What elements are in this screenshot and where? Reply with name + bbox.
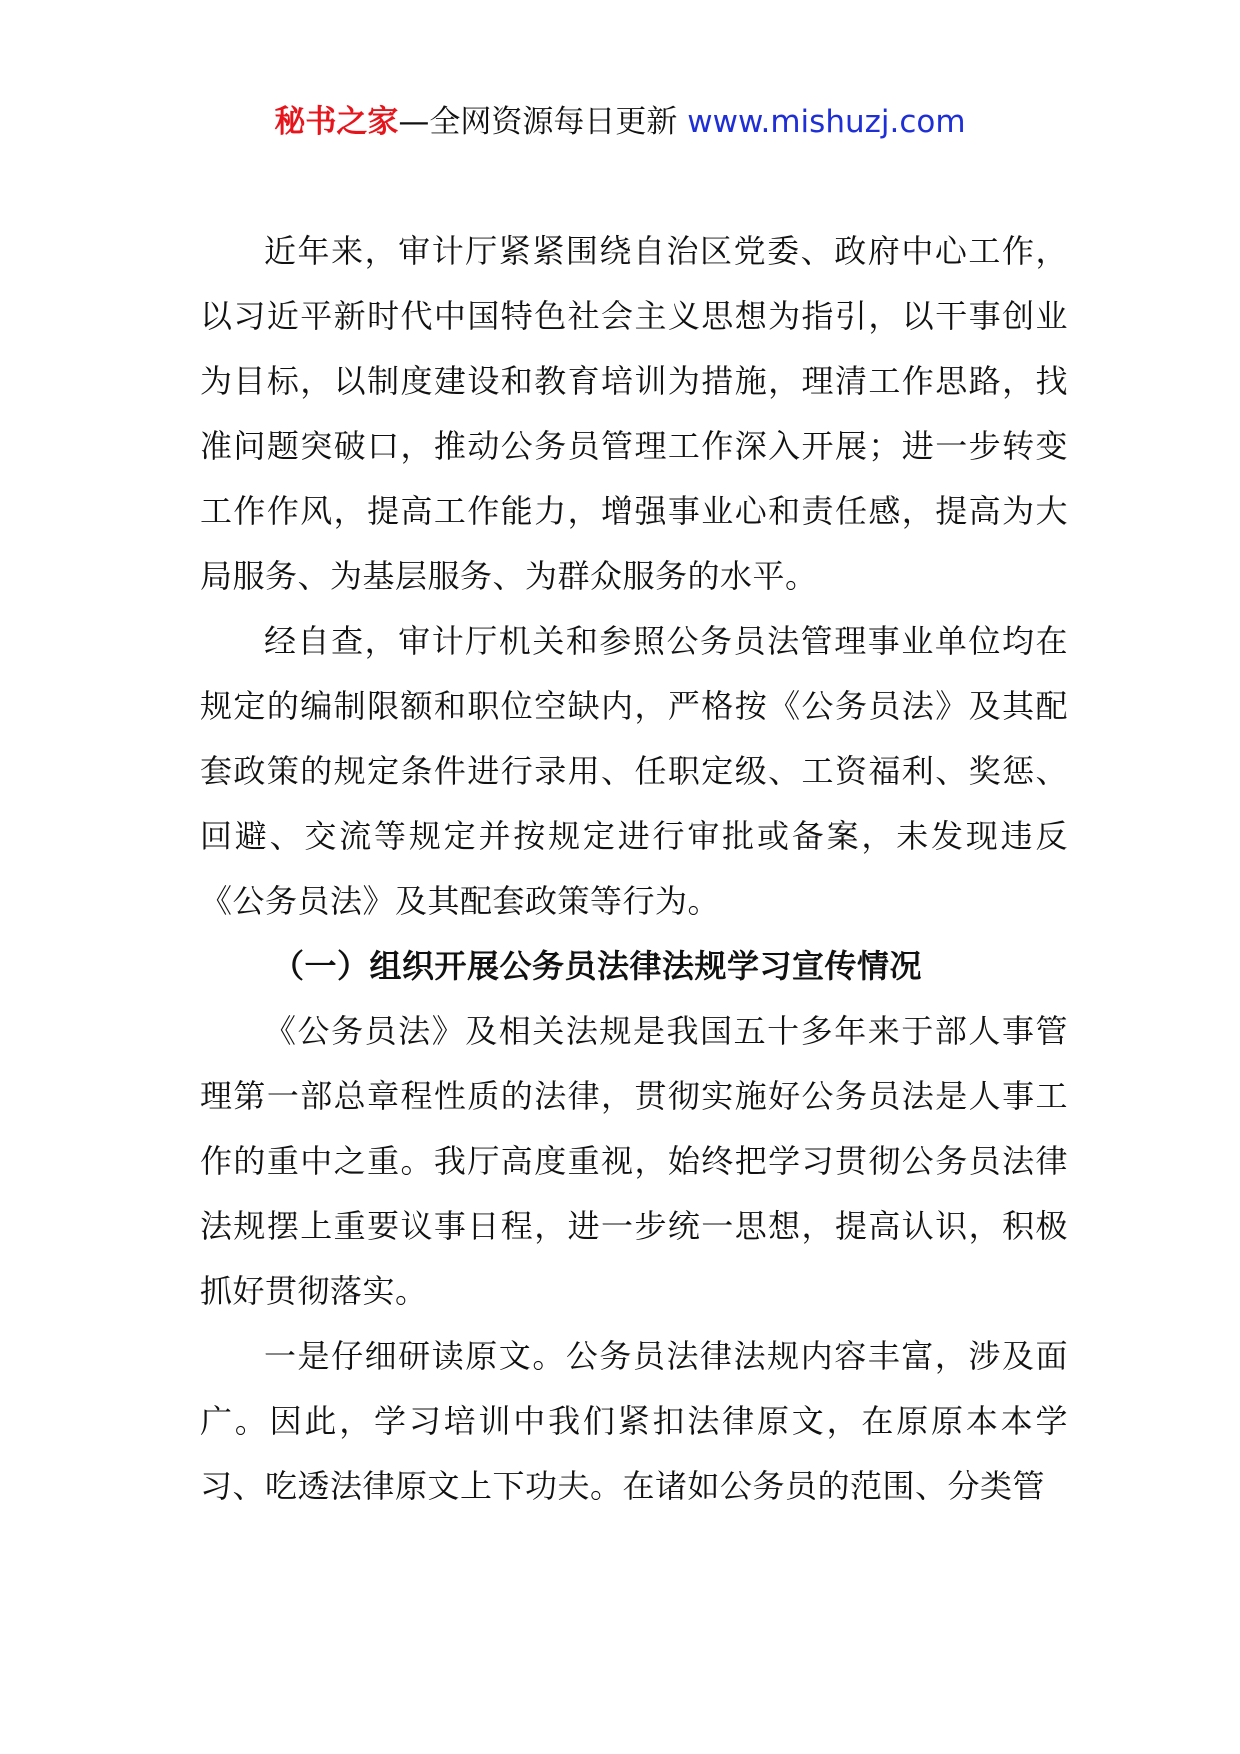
paragraph-intro: 近年来，审计厅紧紧围绕自治区党委、政府中心工作，以习近平新时代中国特色社会主义思想为指引，以干事创业为目标，以制度建设和教育培训为措施，理清工作思路，找准问题突破口，推动公务员管理工作深入开展；进一步转变工作作风，提高工作能力，增强事业心和责任感，提高为大局服务、为基层服务、为群众服务的水平。 — [200, 232, 1068, 595]
section-heading-1: （一）组织开展公务员法律法规学习宣传情况 — [272, 947, 923, 985]
site-url-link[interactable]: www.mishuzj.com — [687, 104, 966, 140]
brand-name: 秘书之家 — [274, 104, 399, 140]
header-tagline: —全网资源每日更新 — [398, 104, 678, 140]
page-header — [0, 100, 1240, 144]
paragraph-law-importance: 《公务员法》及相关法规是我国五十多年来于部人事管理第一部总章程性质的法律，贯彻实施好公务员法是人事工作的重中之重。我厅高度重视，始终把学习贯彻公务员法律法规摆上重要议事日程，进一步统一思想，提高认识，积极抓好贯彻落实。 — [200, 1012, 1068, 1310]
paragraph-self-inspection: 经自查，审计厅机关和参照公务员法管理事业单位均在规定的编制限额和职位空缺内，严格按《公务员法》及其配套政策的规定条件进行录用、任职定级、工资福利、奖惩、回避、交流等规定并按规定进行审批或备案，未发现违反《公务员法》及其配套政策等行为。 — [200, 622, 1068, 920]
document-body — [200, 219, 1068, 1519]
paragraph-study-original: 一是仔细研读原文。公务员法律法规内容丰富，涉及面广。因此，学习培训中我们紧扣法律原文，在原原本本学习、吃透法律原文上下功夫。在诸如公务员的范围、分类管 — [200, 1337, 1068, 1505]
